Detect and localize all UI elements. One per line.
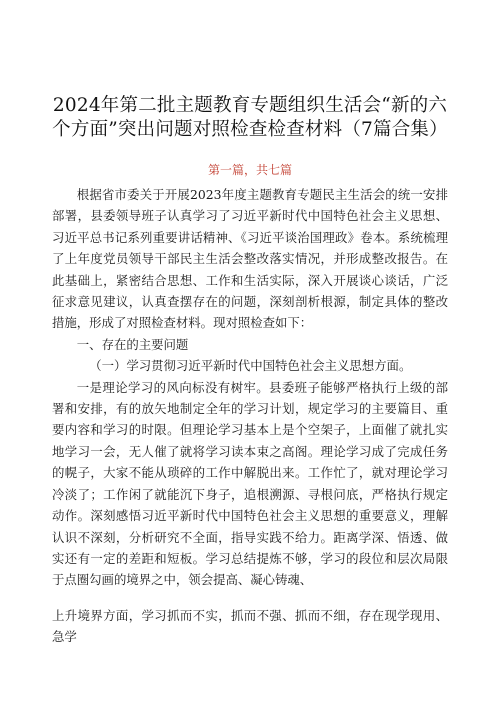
body-paragraph-1: 一是理论学习的风向标没有树牢。县委班子能够严格执行上级的部署和安排，有的放矢地制定全年的学习计划，规定学习的主要篇目、重要内容和学习的时限。但理论学习基本上是个空架子，上面催了就扎实地学习一会，无人催了就将学习读本束之高阁。理论学习成了完成任务的幌子，大家不能从琐碎的工作中解脱出来。工作忙了，就对理论学习冷淡了；工作闲了就能沉下身子，追根溯源、寻根问底，严格执行规定动作。深刻感悟习近平新时代中国特色社会主义思想的重要意义，理解认识不深刻，分析研究不全面，指导实践不给力。距离学深、悟透、做实还有一定的差距和短板。学习总结提炼不够，学习的段位和层次局限于点圈勾画的境界之中，领会提高、凝心铸魂、 bbox=[52, 379, 448, 588]
section-heading-1: 一、存在的主要问题 bbox=[76, 336, 189, 352]
section-label: 第一篇，共七篇 bbox=[207, 163, 292, 177]
document-title: 2024年第二批主题教育专题组织生活会“新的六个方面”突出问题对照检查检查材料（7篇合集） bbox=[52, 95, 448, 140]
section-heading-2: （一）学习贯彻习近平新时代中国特色社会主义思想方面。 bbox=[89, 358, 412, 374]
body-paragraph-2: 上升境界方面，学习抓而不实，抓而不强、抓而不细，存在现学现用、急学 bbox=[52, 607, 448, 645]
intro-paragraph: 根据省市委关于开展2023年度主题教育专题民主生活会的统一安排部署，县委领导班子认真学习了习近平新时代中国特色社会主义思想、习近平总书记系列重要讲话精神、《习近平谈治国理政》卷本。系统梳理了上年度党员领导干部民主生活会整改落实情况，并形成整改报告。在此基础上，紧密结合思想、工作和生活实际，深入开展谈心谈话，广泛征求意见建议，认真查摆存在的问题，深刻剖析根源，制定具体的整改措施，形成了对照检查材料。现对照检查如下： bbox=[52, 187, 448, 331]
